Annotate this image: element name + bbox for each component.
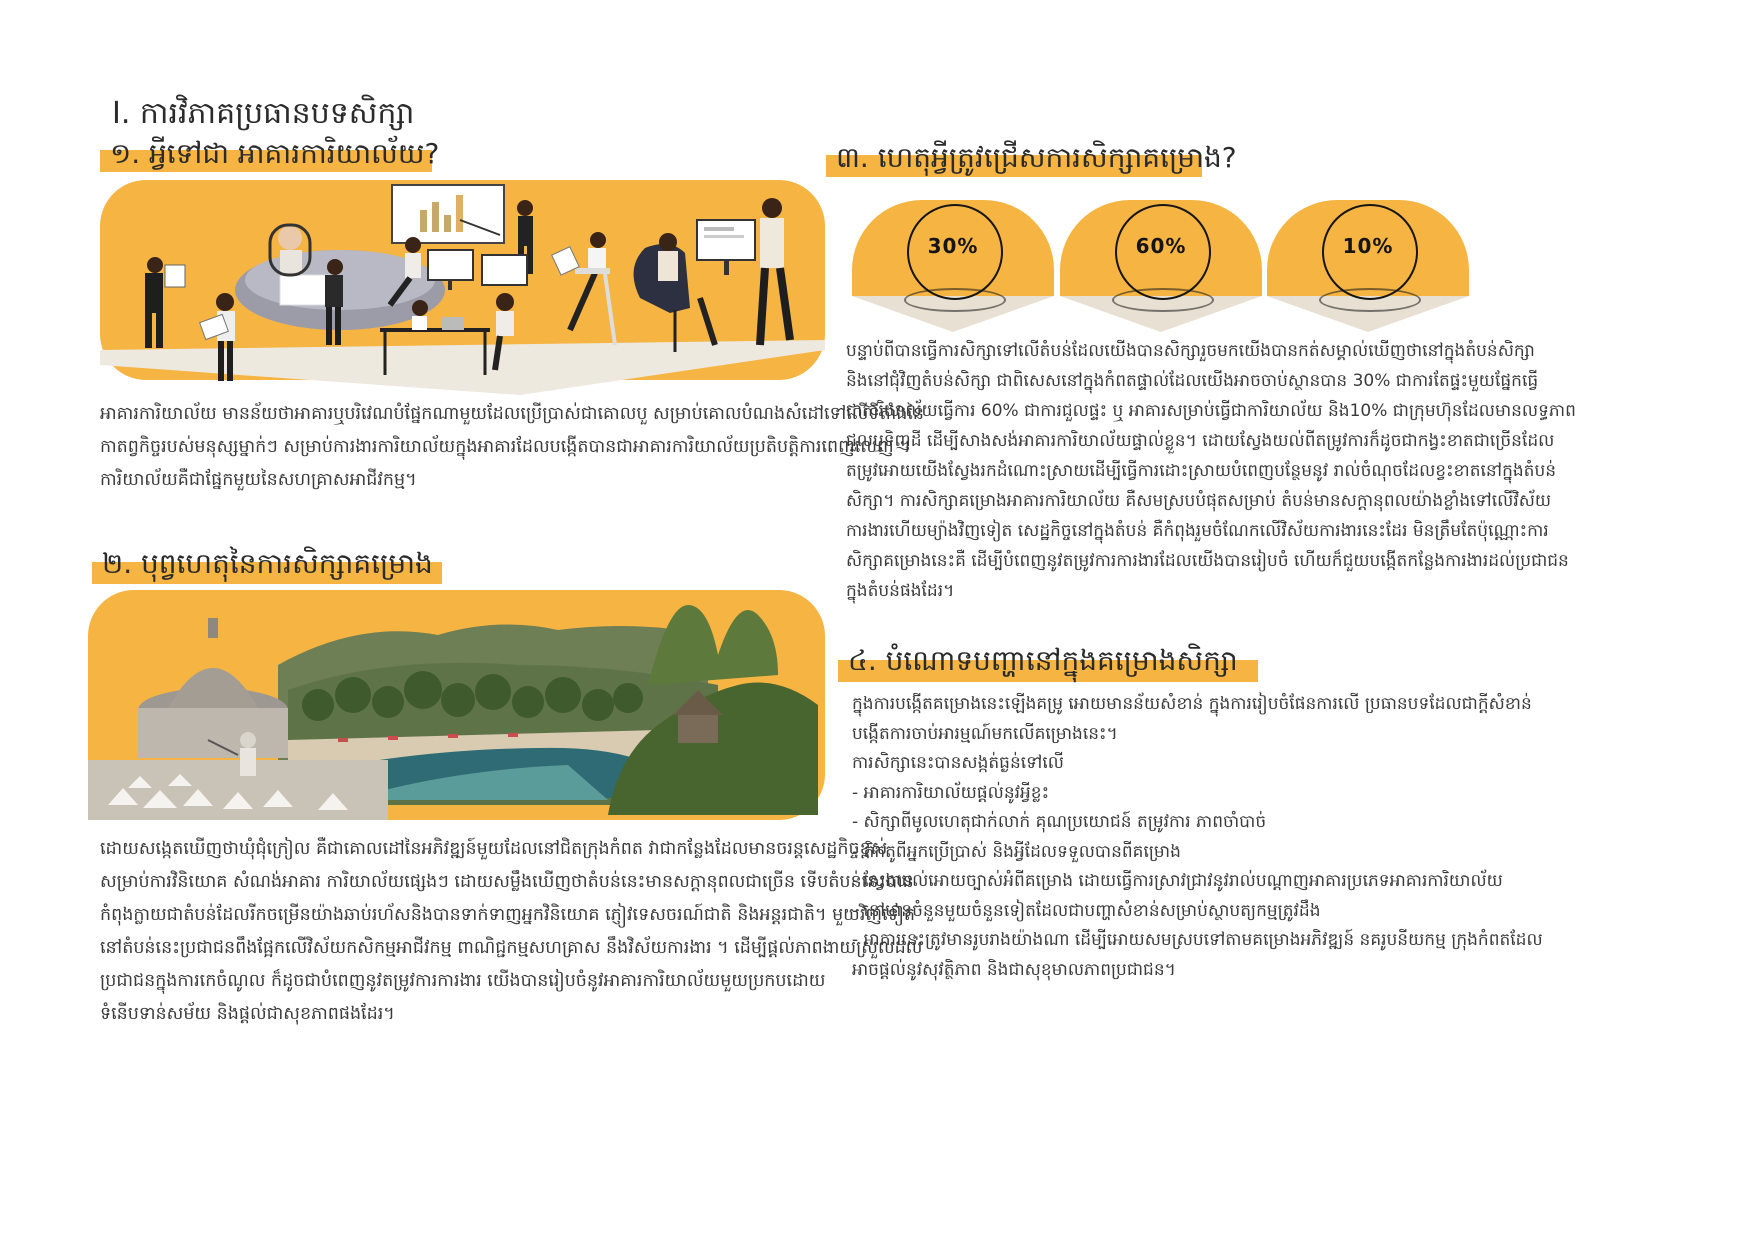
paragraph-line: ក្នុងតំបន់ផងដែរ។: [846, 581, 955, 601]
list-item: - នៅមានចំនួនមួយចំនួនទៀតដែលជាបញ្ហាសំខាន់សម្រាប់ស្ថាបត្យកម្មត្រូវដឹង: [852, 900, 1321, 921]
paragraph-line: ជាការិយាល័យធ្វើការ 60% ជាការជួលផ្ទះ ឬ អាគារសម្រាប់ធ្វើជាការិយាល័យ និង10% ជាក្រុមហ៊ុនដែលមានលទ្ធភាព: [846, 401, 1576, 421]
section-1-paragraph: [100, 398, 924, 497]
stat-value: 30%: [927, 234, 979, 258]
section-4-heading: ៤. បំណោទបញ្ហានៅក្នុងគម្រោងសិក្សា: [848, 644, 1238, 677]
paragraph-line: ទំនើបទាន់សម័យ និងផ្ដល់ជាសុខភាពផងដែរ។: [100, 1004, 395, 1024]
paragraph-line: សម្រាប់ការវិនិយោគ សំណង់អាគារ ការិយាល័យផ្សេងៗ ដោយសម្លឹងឃើញថាតំបន់នេះមានសក្ដានុពលជាច្រើន ទើបតំបន់នេះបាន: [100, 872, 914, 892]
paragraph-line: បង្កើតការចាប់អារម្មណ៍មកលើគម្រោងនេះ។: [852, 723, 1118, 744]
paragraph-line: អាចផ្ដល់នូវសុវត្ថិភាព និងជាសុខុមាលភាពប្រជាជន។: [852, 959, 1176, 980]
office-people-illustration: [100, 180, 825, 400]
kampot-landscape-illustration: [88, 590, 825, 820]
paragraph-line: ការិយាល័យគឺជាផ្នែកមួយនៃសហគ្រាសអាជីវកម្ម។: [100, 470, 417, 490]
paragraph-line: បន្ទាប់ពីបានធ្វើការសិក្សាទៅលើតំបន់ដែលយើងបានសិក្សារួចមកយើងបានកត់សម្គាល់ឃើញថានៅក្នុងតំបន់សិក្សា: [846, 341, 1535, 361]
stat-rented: [1060, 200, 1262, 310]
section-1-heading: ១. អ្វីទៅជា អាគារការិយាល័យ?: [110, 137, 440, 170]
paragraph-line: កំពុងក្លាយជាតំបន់ដែលរីកចម្រើនយ៉ាងឆាប់រហ័សនិងបានទាក់ទាញអ្នកវិនិយោគ ភ្ញៀវទេសចរណ៍ជាតិ និងអន្តរជាតិ។ មួយវិញទៀត: [100, 905, 916, 925]
paragraph-line: ជួលឬទិញដី ដើម្បីសាងសង់អាគារការិយាល័យផ្ទាល់ខ្លួន។ ដោយស្វែងយល់ពីតម្រូវការក៏ដូចជាកង្វះខាតជាច្រើនដែល: [846, 431, 1555, 451]
paragraph-line: សិក្សា។ ការសិក្សាគម្រោងអាគារការិយាល័យ គឺសមស្របបំផុតសម្រាប់ តំបន់មានសក្ដានុពលយ៉ាងខ្លាំងទៅលើវិស័យ: [846, 491, 1552, 511]
paragraph-line: និងនៅជុំវិញតំបន់សិក្សា ជាពិសេសនៅក្នុងកំពតផ្ទាល់ដែលយើងអាចចាប់ស្ថានបាន 30% ជាការតែផ្ទះមួយផ្នែកធ្វើ: [846, 371, 1539, 391]
paragraph-line: នៅតំបន់នេះប្រជាជនពឹងផ្អែកលើវិស័យកសិកម្មអាជីវកម្ម ពាណិជ្ជកម្មសហគ្រាស នឹងវិស័យការងារ ។ ដើម្បីផ្ដល់ភាពងាយស្រួលដល់: [100, 938, 923, 958]
section-3-heading: ៣. ហេតុអ្វីត្រូវជ្រើសការសិក្សាគម្រោង?: [836, 141, 1237, 174]
paragraph-line: អាគារការិយាល័យ មានន័យថាអាគារឬបរិវេណបំផ្នែកណាមួយដែលប្រើប្រាស់ជាគោលបួ សម្រាប់គោលបំណងសំដៅទៅលើទីតាំងនៃ: [100, 404, 925, 424]
paragraph-line: ក្នុងការបង្កើតគម្រោងនេះឡើងគម្រូ អោយមានន័យសំខាន់ ក្នុងការរៀបចំផែនការលើ ប្រធានបទដែលជាក្ដីសំខាន់: [852, 694, 1532, 714]
stat-company-owned: [1267, 200, 1469, 310]
paragraph-line: ការងារហើយម្យ៉ាងវិញទៀត សេដ្ឋកិច្ចនៅក្នុងតំបន់ គឺកំពុងរួមចំណែកលើវិស័យការងារនេះដែរ មិនត្រឹមតែប៉ុណ្ណោះការ: [846, 521, 1549, 541]
list-item: - អាគារការិយាល័យផ្ដល់នូវអ្វីខ្លះ: [852, 782, 1050, 803]
paragraph-line: ដោយសង្កេតឃើញថាឃុំជុំក្រៀល គឺជាគោលដៅនៃអភិវឌ្ឍន៍មួយដែលនៅជិតក្រុងកំពត វាជាកន្លែងដែលមានចរន្តសេដ្ឋកិច្ចខ្ពស់: [100, 839, 888, 859]
section-3-paragraph: [846, 336, 1576, 606]
stat-owned-house: [852, 200, 1054, 310]
list-item: - តិកតូពីអ្នកប្រើប្រាស់ និងអ្វីដែលទទួលបានពីគម្រោង: [852, 841, 1181, 862]
list-item: - អាគារនេះត្រូវមានរូបរាងយ៉ាងណា ដើម្បីអោយសមស្របទៅតាមគម្រោងអភិវឌ្ឍន៍ នគរូបនីយកម្ម ក្រុងកំពតដែល: [852, 930, 1543, 950]
section-4-paragraph: [852, 690, 1543, 985]
page-title: I. ការវិភាគប្រធានបទសិក្សា: [112, 96, 415, 131]
section-2-paragraph: [100, 833, 922, 1031]
paragraph-line: ការសិក្សានេះបានសង្កត់ធ្ងន់ទៅលើ: [852, 753, 1064, 773]
landscape-collage: [88, 590, 825, 820]
paragraph-line: តម្រូវអោយយើងស្វែងរកដំណោះស្រាយដើម្បីធ្វើការដោះស្រាយបំពេញបន្ថែមនូវ រាល់ចំណុចដែលខ្វះខាតនៅក្នុងតំបន់: [846, 461, 1557, 481]
paragraph-line: កាតព្វកិច្ចរបស់មនុស្សម្នាក់ៗ សម្រាប់ការងារការិយាល័យក្នុងអាគារដែលបង្កើតបានជាអាគារការិយាល័យប្រតិបត្តិការពេញលេញ ។: [100, 437, 911, 457]
list-item: - ស្វែងយល់អោយច្បាស់អំពីគម្រោង ដោយធ្វើការស្រាវជ្រាវនូវរាល់បណ្ដាញអាគារប្រភេទអាគារការិយាល័យ: [852, 871, 1503, 891]
paragraph-line: ប្រជាជនក្នុងការកេចំណូល ក៏ដូចជាបំពេញនូវតម្រូវការការងារ យើងបានរៀបចំនូវអាគារការិយាល័យមួយប្រកបដោយ: [100, 971, 826, 991]
paragraph-line: សិក្សាគម្រោងនេះគឺ ដើម្បីបំពេញនូវតម្រូវការការងារដែលយើងបានរៀបចំ ហើយក៏ជួយបង្កើតកន្លែងការងារដល់ប្រជាជន: [846, 551, 1569, 571]
section-2-heading: ២. បុព្វហេតុនៃការសិក្សាគម្រោង: [102, 547, 433, 580]
stat-value: 10%: [1342, 234, 1394, 258]
stat-value: 60%: [1135, 234, 1187, 258]
office-illustration: [100, 180, 825, 380]
list-item: - សិក្សាពីមូលហេតុជាក់លាក់ គុណប្រយោជន៍ តម្រូវការ ភាពចាំបាច់: [852, 812, 1267, 832]
